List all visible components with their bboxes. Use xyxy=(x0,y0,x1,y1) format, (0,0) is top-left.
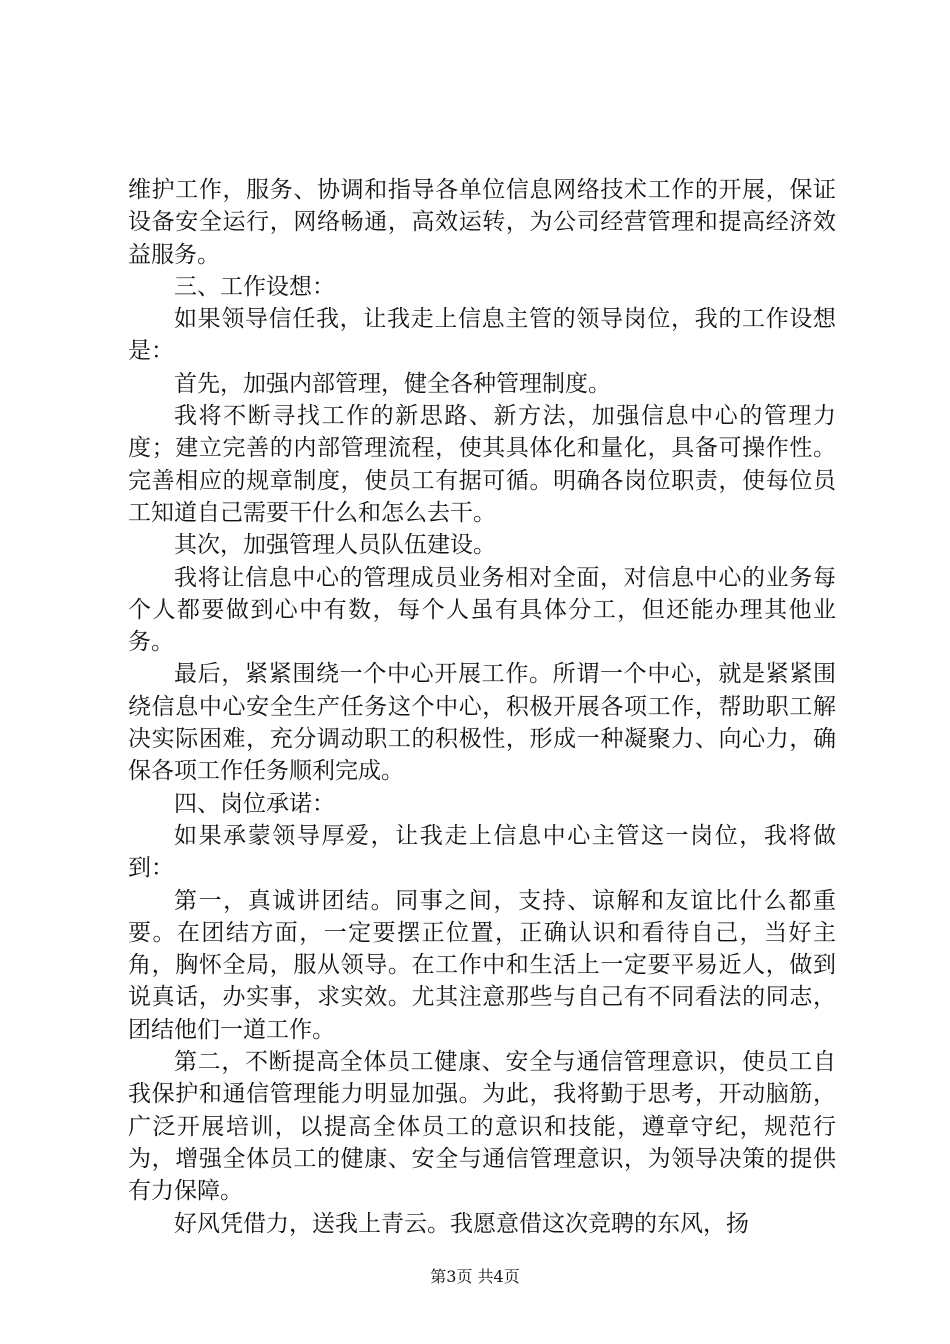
paragraph: 好风凭借力，送我上青云。我愿意借这次竞聘的东风，扬 xyxy=(174,1210,749,1237)
page-footer xyxy=(0,1264,950,1287)
section-heading-work-plan: 三、工作设想： xyxy=(174,273,335,300)
paragraph: 第一，真诚讲团结。同事之间，支持、谅解和友谊比什么都重要。在团结方面，一定要摆正位置，正确认识和看待自己，当好主角，胸怀全局，服从领导。在工作中和生活上一定要平易近人，做到说真话，办实事，求实效。尤其注意那些与自己有不同看法的同志，团结他们一道工作。 xyxy=(128,887,836,1043)
section-heading-commitment: 四、岗位承诺： xyxy=(174,790,335,817)
paragraph: 我将让信息中心的管理成员业务相对全面，对信息中心的业务每个人都要做到心中有数，每个人虽有具体分工，但还能办理其他业务。 xyxy=(128,564,836,656)
paragraph: 首先，加强内部管理，健全各种管理制度。 xyxy=(174,370,611,397)
page-number-label: 第3页 共4页 xyxy=(430,1267,520,1286)
paragraph: 我将不断寻找工作的新思路、新方法，加强信息中心的管理力度；建立完善的内部管理流程，使其具体化和量化，具备可操作性。完善相应的规章制度，使员工有据可循。明确各岗位职责，使每位员工知道自己需要干什么和怎么去干。 xyxy=(128,403,836,526)
paragraph-continuation: 维护工作，服务、协调和指导各单位信息网络技术工作的开展，保证设备安全运行，网络畅通，高效运转，为公司经营管理和提高经济效益服务。 xyxy=(128,177,836,268)
paragraph: 其次，加强管理人员队伍建设。 xyxy=(174,532,496,559)
paragraph: 如果领导信任我，让我走上信息主管的领导岗位，我的工作设想是： xyxy=(128,306,836,365)
paragraph: 最后，紧紧围绕一个中心开展工作。所谓一个中心，就是紧紧围绕信息中心安全生产任务这个中心，积极开展各项工作，帮助职工解决实际困难，充分调动职工的积极性，形成一种凝聚力、向心力，确保各项工作任务顺利完成。 xyxy=(128,661,836,785)
paragraph: 第二，不断提高全体员工健康、安全与通信管理意识，使员工自我保护和通信管理能力明显加强。为此，我将勤于思考，开动脑筋，广泛开展培训，以提高全体员工的意识和技能，遵章守纪，规范行为，增强全体员工的健康、安全与通信管理意识，为领导决策的提供有力保障。 xyxy=(128,1049,836,1205)
paragraph: 如果承蒙领导厚爱，让我走上信息中心主管这一岗位，我将做到： xyxy=(128,822,836,882)
document-body xyxy=(128,174,836,1240)
